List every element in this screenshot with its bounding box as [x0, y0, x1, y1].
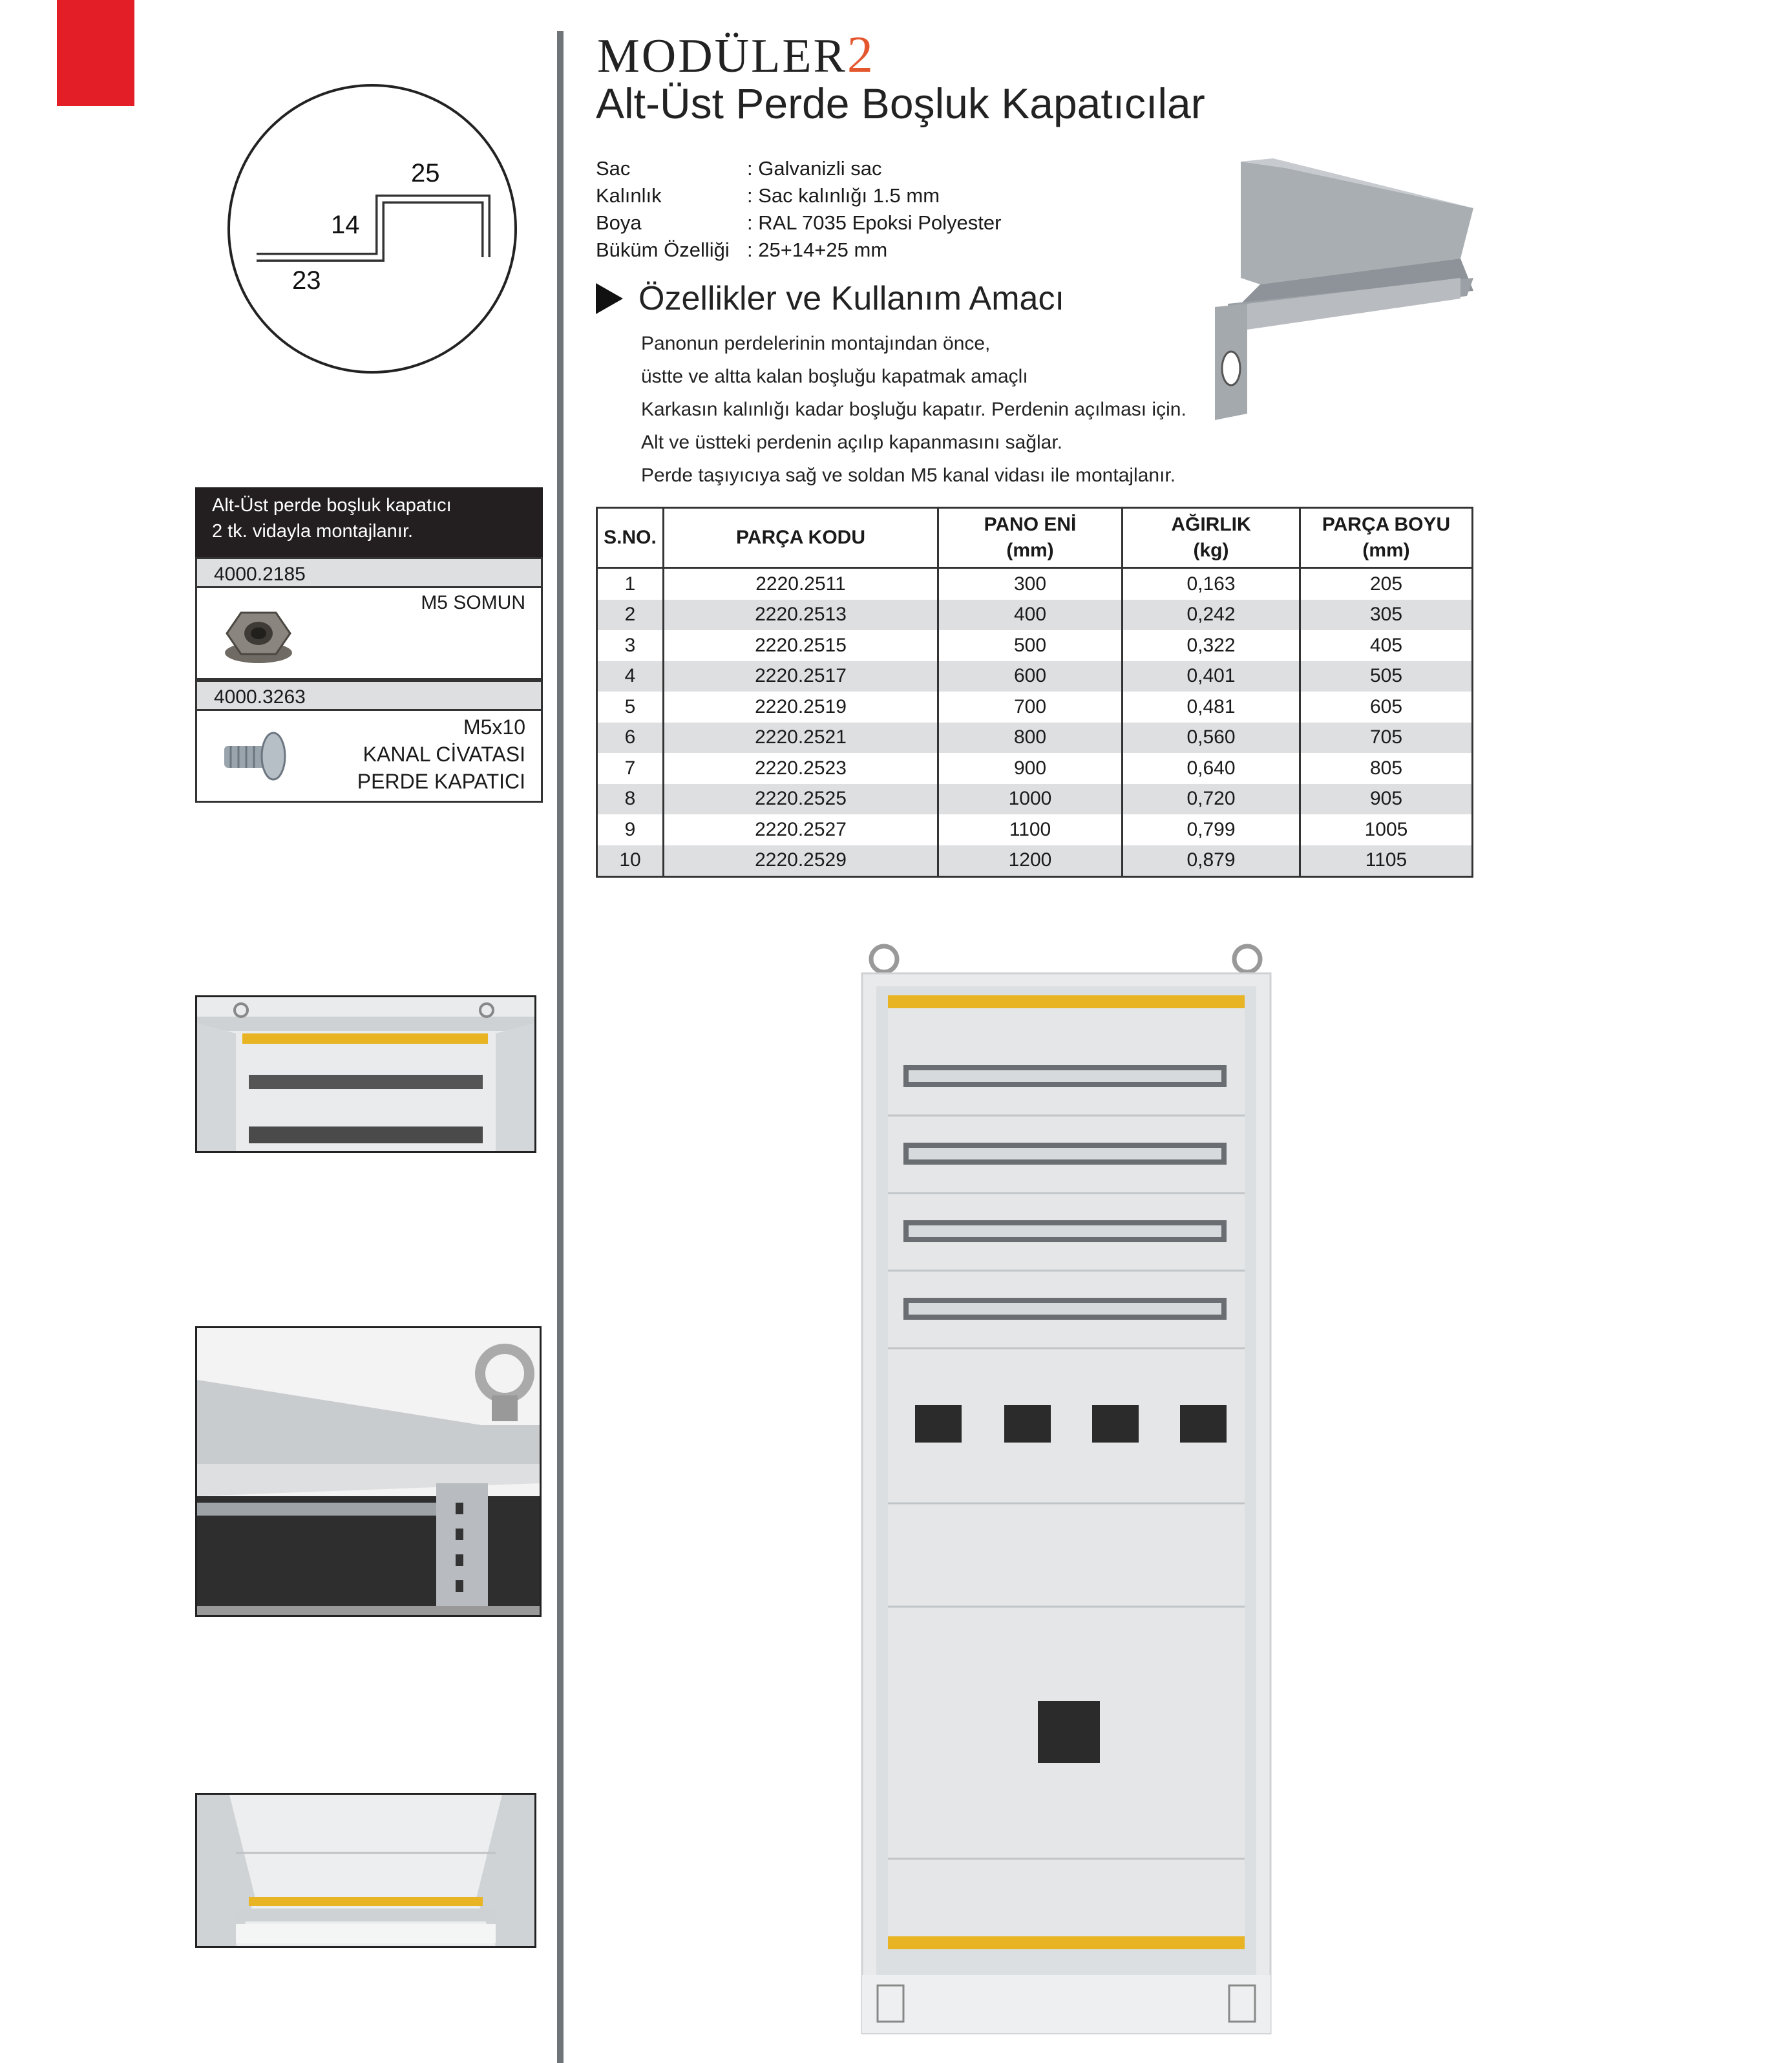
dimension-top: 25: [411, 159, 440, 187]
cell-code: 2220.2513: [664, 600, 938, 631]
accessory-note-line: 2 tk. vidayla montajlanır.: [212, 521, 414, 542]
feature-line: Alt ve üstteki perdenin açılıp kapanmasını sağlar.: [641, 432, 1063, 453]
corner-closeup-photo: [195, 1326, 542, 1617]
spec-value: : 25+14+25 mm: [747, 238, 888, 261]
cell-weight: 0,242: [1123, 600, 1300, 631]
top-cover-detail-photo: [195, 995, 536, 1153]
cell-length: 605: [1300, 692, 1473, 723]
cell-sno: 1: [597, 568, 664, 600]
cell-weight: 0,640: [1123, 753, 1300, 784]
accessory-note: [195, 487, 543, 557]
cell-sno: 4: [597, 661, 664, 692]
brand-main: MODÜLER: [597, 30, 847, 83]
profile-drawing: [227, 84, 517, 374]
features-list: [641, 327, 1186, 492]
col-header-line: (kg): [1193, 540, 1229, 561]
hex-nut-image: [223, 600, 294, 667]
dimension-middle: 14: [331, 211, 360, 239]
cell-code: 2220.2517: [664, 661, 938, 692]
col-header-line: (mm): [1006, 540, 1054, 561]
cell-width: 600: [938, 661, 1123, 692]
cell-sno: 2: [597, 600, 664, 631]
cell-code: 2220.2519: [664, 692, 938, 723]
feature-line: üstte ve altta kalan boşluğu kapatmak amaçlı: [641, 366, 1028, 387]
cell-code: 2220.2525: [664, 784, 938, 815]
col-header-width: [938, 508, 1123, 568]
accessory-note-line: Alt-Üst perde boşluk kapatıcı: [212, 495, 452, 516]
cell-sno: 8: [597, 784, 664, 815]
bottom-cover-illustration: [197, 1795, 534, 1946]
cell-length: 305: [1300, 600, 1473, 631]
cell-sno: 3: [597, 630, 664, 661]
cell-width: 900: [938, 753, 1123, 784]
cell-length: 1005: [1300, 814, 1473, 845]
spec-key: Boya: [596, 211, 642, 234]
table-row: [597, 692, 1473, 723]
dimension-bottom: 23: [292, 266, 321, 295]
accessory-label-block: [357, 714, 525, 795]
accessory-label: M5 SOMUN: [421, 592, 525, 613]
feature-line: Perde taşıyıcıya sağ ve soldan M5 kanal vidası ile montajlanır.: [641, 465, 1176, 486]
col-header-line: AĞIRLIK: [1171, 514, 1251, 535]
col-header-line: PARÇA BOYU: [1322, 514, 1451, 535]
cell-sno: 10: [597, 845, 664, 877]
accessory-label: M5x10: [463, 715, 525, 739]
table-header-row: [597, 508, 1473, 568]
cell-code: 2220.2523: [664, 753, 938, 784]
cell-weight: 0,799: [1123, 814, 1300, 845]
cell-weight: 0,720: [1123, 784, 1300, 815]
table-row: [597, 814, 1473, 845]
parts-table: [596, 507, 1473, 878]
cell-weight: 0,560: [1123, 723, 1300, 754]
cell-weight: 0,481: [1123, 692, 1300, 723]
spec-value: : RAL 7035 Epoksi Polyester: [747, 211, 1002, 234]
features-heading-text: Özellikler ve Kullanım Amacı: [638, 280, 1064, 317]
play-triangle-icon: [596, 283, 623, 314]
table-row: [597, 723, 1473, 754]
cell-sno: 9: [597, 814, 664, 845]
col-header-length: [1300, 508, 1473, 568]
cabinet-illustration: [852, 941, 1281, 2040]
cell-code: 2220.2529: [664, 845, 938, 877]
cell-sno: 5: [597, 692, 664, 723]
cell-width: 700: [938, 692, 1123, 723]
cell-width: 1000: [938, 784, 1123, 815]
col-header-code: PARÇA KODU: [664, 508, 938, 568]
spec-value: : Galvanizli sac: [747, 157, 882, 180]
cell-length: 805: [1300, 753, 1473, 784]
spec-row: [596, 155, 1001, 182]
spec-row: [596, 209, 1001, 237]
accessory-item: [195, 711, 543, 803]
cell-sno: 6: [597, 723, 664, 754]
accessory-code: 4000.2185: [195, 557, 543, 588]
cell-width: 300: [938, 568, 1123, 600]
table-row: [597, 661, 1473, 692]
cell-length: 1105: [1300, 845, 1473, 877]
brand-number: 2: [847, 26, 875, 83]
table-row: [597, 630, 1473, 661]
features-heading: [596, 279, 1064, 318]
spec-row: [596, 182, 1001, 209]
table-row: [597, 568, 1473, 600]
feature-line: Karkasın kalınlığı kadar boşluğu kapatır. Perdenin açılması için.: [641, 399, 1186, 420]
cell-length: 705: [1300, 723, 1473, 754]
col-header-sno: S.NO.: [597, 508, 664, 568]
product-profile-image: [1202, 149, 1512, 427]
cell-sno: 7: [597, 753, 664, 784]
table-row: [597, 753, 1473, 784]
spec-row: [596, 237, 1001, 264]
cell-code: 2220.2511: [664, 568, 938, 600]
bottom-cover-detail-photo: [195, 1793, 536, 1948]
corner-accent-tab: [57, 0, 134, 106]
spec-key: Kalınlık: [596, 184, 662, 207]
cell-code: 2220.2515: [664, 630, 938, 661]
cell-code: 2220.2521: [664, 723, 938, 754]
corner-closeup-illustration: [197, 1328, 540, 1615]
accessory-item: [195, 588, 543, 680]
channel-bolt-image: [220, 730, 288, 782]
cell-length: 205: [1300, 568, 1473, 600]
table-row: [597, 600, 1473, 631]
cell-width: 800: [938, 723, 1123, 754]
page-divider-rule: [557, 31, 564, 2063]
feature-line: Panonun perdelerinin montajından önce,: [641, 333, 991, 354]
cell-length: 905: [1300, 784, 1473, 815]
col-header-line: PANO ENİ: [984, 514, 1077, 535]
table-row: [597, 845, 1473, 877]
cell-weight: 0,879: [1123, 845, 1300, 877]
page-title: Alt-Üst Perde Boşluk Kapatıcılar: [596, 79, 1205, 127]
spec-key: Sac: [596, 157, 631, 180]
brand-logo: [597, 26, 875, 85]
cell-width: 1200: [938, 845, 1123, 877]
table-row: [597, 784, 1473, 815]
cell-code: 2220.2527: [664, 814, 938, 845]
spec-list: [596, 155, 1001, 264]
col-header-weight: [1123, 508, 1300, 568]
accessory-panel: [195, 487, 543, 803]
cell-width: 400: [938, 600, 1123, 631]
col-header-line: (mm): [1362, 540, 1410, 561]
cell-width: 500: [938, 630, 1123, 661]
spec-value: : Sac kalınlığı 1.5 mm: [747, 184, 940, 207]
accessory-code: 4000.3263: [195, 680, 543, 711]
cell-length: 505: [1300, 661, 1473, 692]
spec-key: Büküm Özelliği: [596, 238, 730, 261]
cell-weight: 0,163: [1123, 568, 1300, 600]
cell-weight: 0,401: [1123, 661, 1300, 692]
accessory-label: KANAL CİVATASI: [363, 743, 525, 766]
accessory-label: PERDE KAPATICI: [357, 770, 525, 793]
cell-weight: 0,322: [1123, 630, 1300, 661]
cell-width: 1100: [938, 814, 1123, 845]
cell-length: 405: [1300, 630, 1473, 661]
top-cover-illustration: [197, 997, 534, 1151]
